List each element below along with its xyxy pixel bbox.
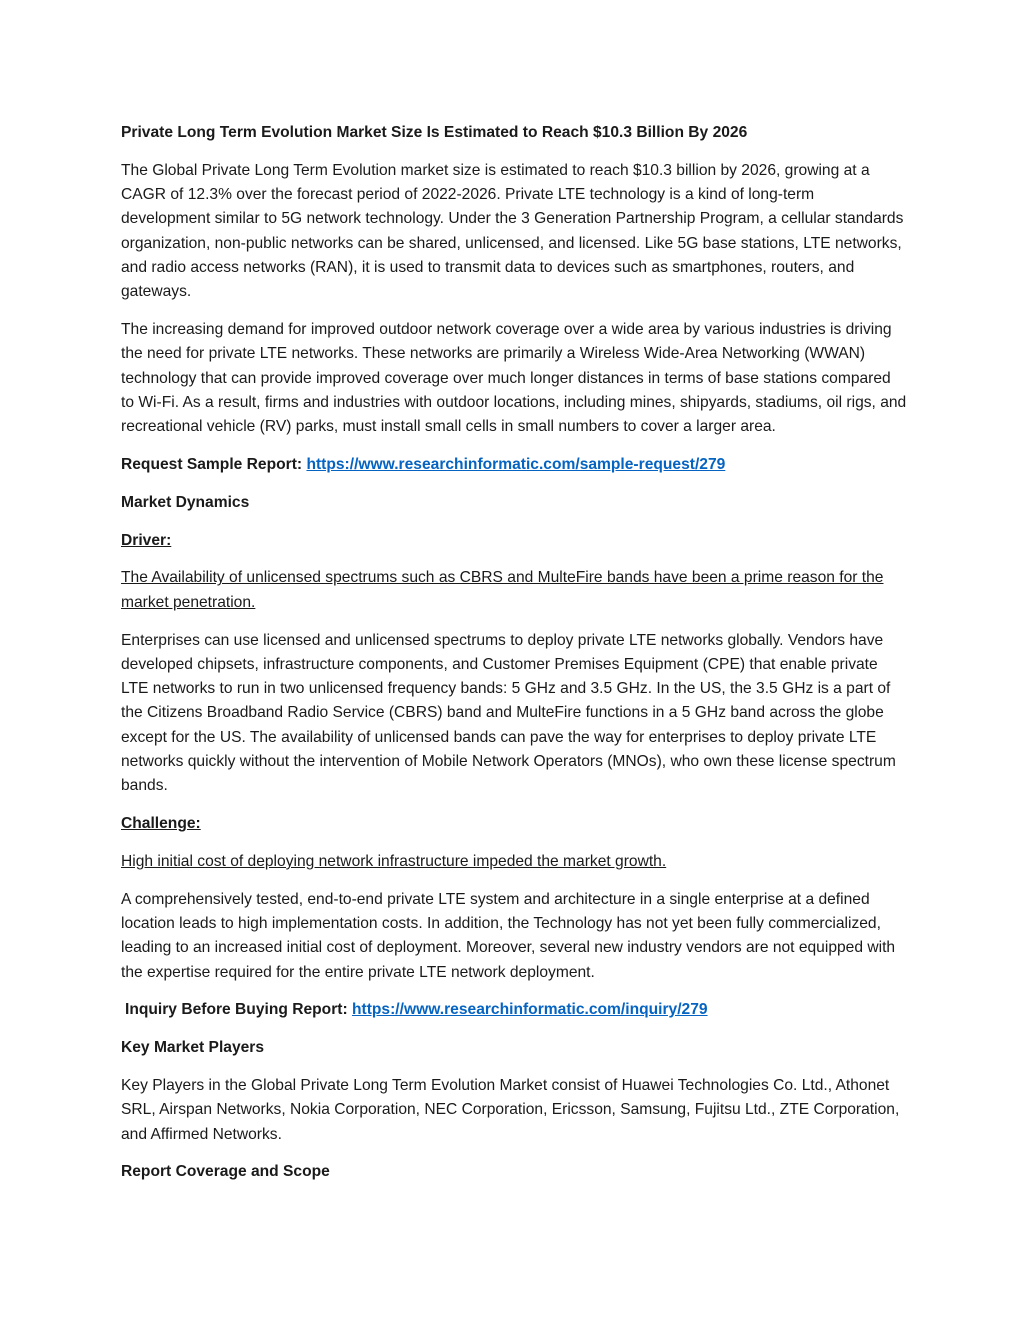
challenge-heading: Challenge: (121, 815, 201, 833)
challenge-body: A comprehensively tested, end-to-end private LTE system and architecture in a single enterprise at a defined location leads to high implementation costs. In addition, the Technology has not yet been fully commercialized, leading to an increased initial cost of deployment. Moreover, several new industry vendors are not equipped with the expertise required for the entire private LTE network deployment. (121, 890, 896, 981)
key-players-heading: Key Market Players (121, 1039, 265, 1057)
intro-paragraph-1: The Global Private Long Term Evolution market size is estimated to reach $10.3 billion by 2026, growing at a CAGR of 12.3% over the forecast period of 2022-2026. Private LTE technology is a kind of long-term development similar to 5G network technology. Under the 3 Generation Partnership Program, a cellular standards organization, non-public networks can be shared, unlicensed, and licensed. Like 5G base stations, LTE networks, and radio access networks (RAN), it is used to transmit data to devices such as smartphones, routers, and gateways. (121, 161, 904, 301)
challenge-subheading: High initial cost of deploying network infrastructure impeded the market growth. (121, 852, 667, 870)
market-dynamics-heading: Market Dynamics (121, 493, 250, 511)
sample-report-link[interactable]: https://www.researchinformatic.com/sample-request/279 (306, 456, 726, 474)
intro-paragraph-2: The increasing demand for improved outdoor network coverage over a wide area by various industries is driving the need for private LTE networks. These networks are primarily a Wireless Wide-Area Networking (WWAN) technology that can provide improved coverage over much longer distances in terms of base stations compared to Wi-Fi. As a result, firms and industries with outdoor locations, including mines, shipyards, stadiums, oil rigs, and recreational vehicle (RV) parks, must install small cells in small numbers to cover a larger area. (121, 321, 907, 436)
report-coverage-heading: Report Coverage and Scope (121, 1163, 330, 1181)
document-page (121, 121, 907, 1198)
sample-report-label: Request Sample Report: (121, 456, 303, 474)
sample-report-line (121, 453, 907, 477)
inquiry-label: Inquiry Before Buying Report: (125, 1001, 348, 1019)
driver-heading: Driver: (121, 531, 172, 549)
document-title: Private Long Term Evolution Market Size Is Estimated to Reach $10.3 Billion By 2026 (121, 124, 748, 141)
inquiry-link[interactable]: https://www.researchinformatic.com/inquiry/279 (352, 1001, 708, 1019)
inquiry-line (121, 998, 907, 1022)
key-players-body: Key Players in the Global Private Long Term Evolution Market consist of Huawei Technologies Co. Ltd., Athonet SRL, Airspan Networks, Nokia Corporation, NEC Corporation, Ericsson, Samsung, Fujitsu Ltd., ZTE Corporation, and Affirmed Networks. (121, 1077, 900, 1143)
driver-body: Enterprises can use licensed and unlicensed spectrums to deploy private LTE networks globally. Vendors have developed chipsets, infrastructure components, and Customer Premises Equipment (CPE) that enable private LTE networks to run in two unlicensed frequency bands: 5 GHz and 3.5 GHz. In the US, the 3.5 GHz is a part of the Citizens Broadband Radio Service (CBRS) band and MulteFire functions in a 5 GHz band across the globe except for the US. The availability of unlicensed bands can pave the way for enterprises to deploy private LTE networks quickly without the intervention of Mobile Network Operators (MNOs), who own these license spectrum bands. (121, 631, 896, 795)
driver-subheading: The Availability of unlicensed spectrums such as CBRS and MulteFire bands have been a prime reason for the market penetration. (121, 569, 884, 611)
